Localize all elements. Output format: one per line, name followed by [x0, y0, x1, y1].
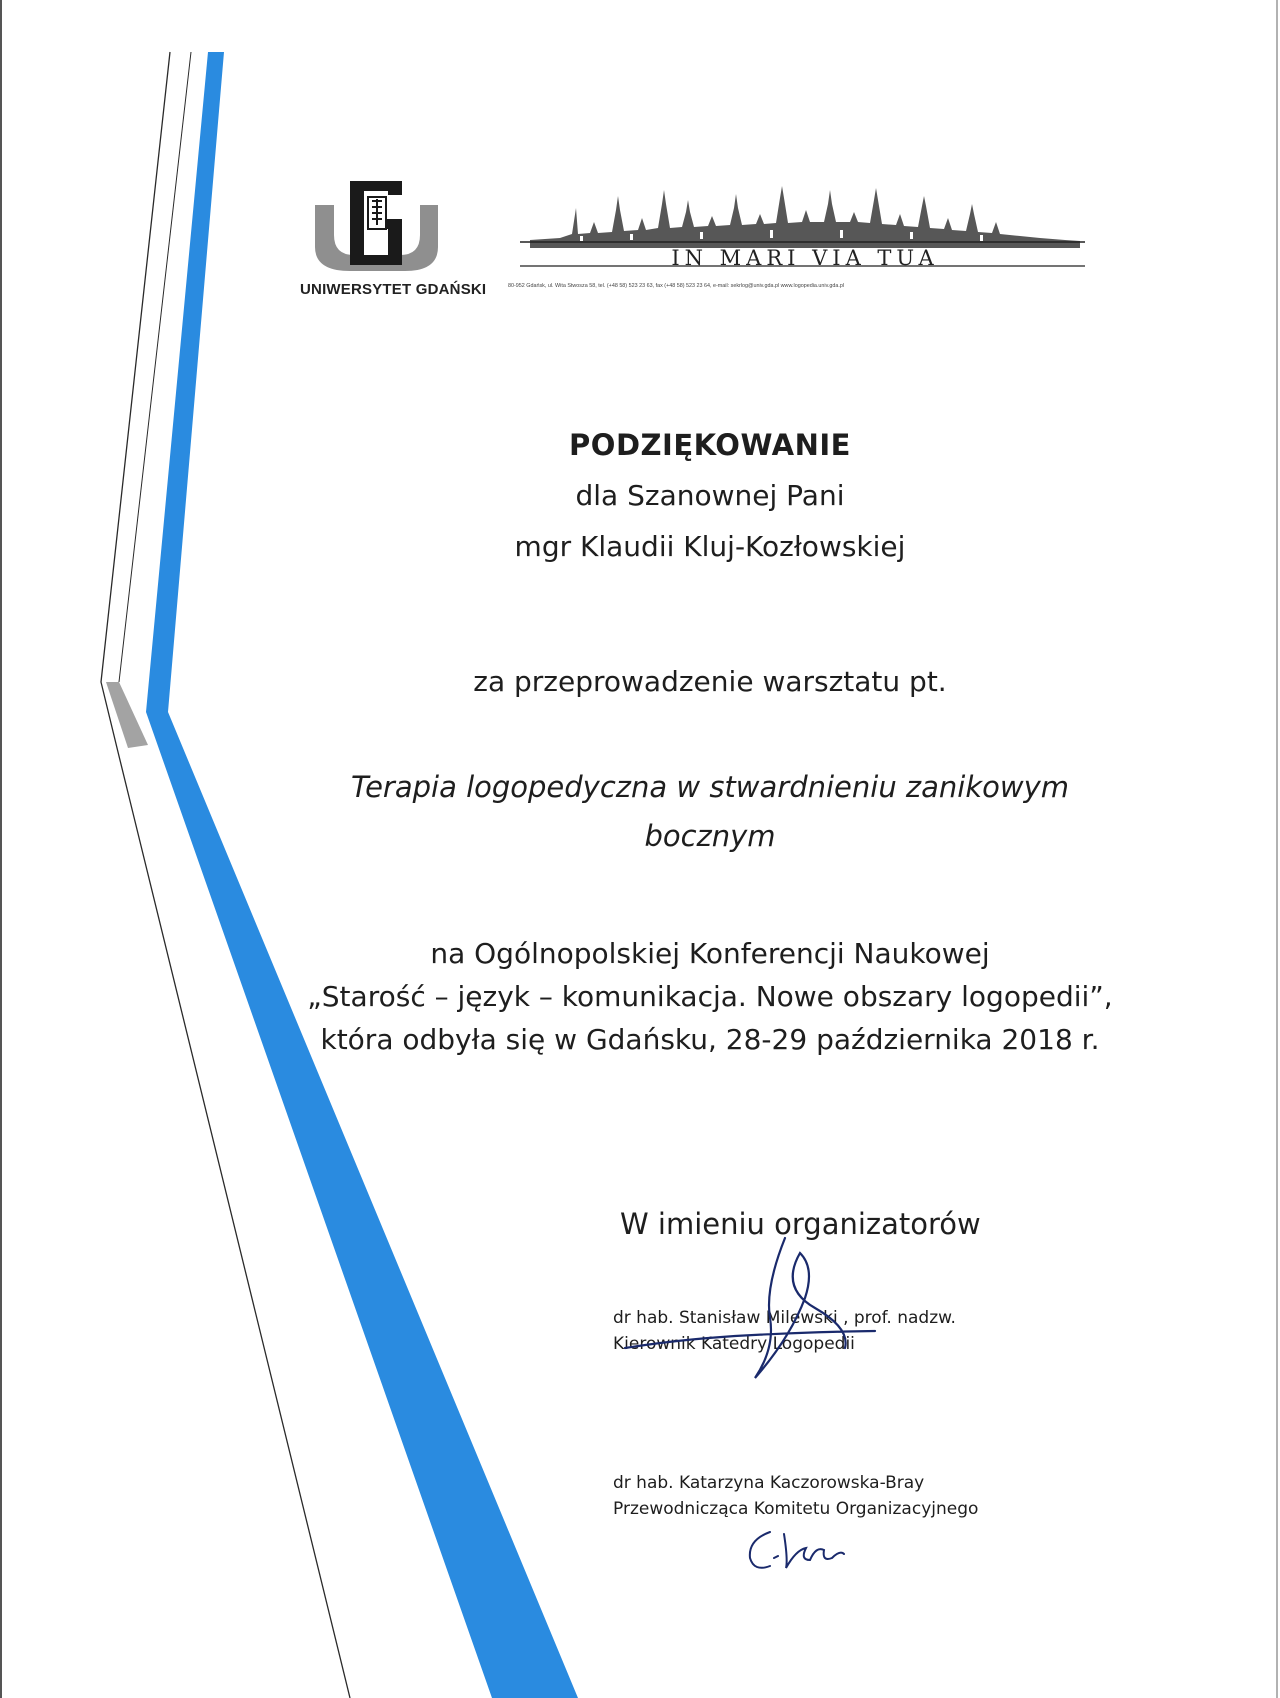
signatures-heading: W imieniu organizatorów [620, 1207, 981, 1241]
conference-line-2: „Starość – język – komunikacja. Nowe obszary logopedii”, [307, 980, 1113, 1013]
conference-line-3: która odbyła się w Gdańsku, 28-29 października 2018 r. [320, 1023, 1100, 1056]
university-motto: IN MARI VIA TUA [671, 246, 939, 270]
university-name: UNIWERSYTET GDAŃSKI [300, 281, 487, 298]
handwritten-signature-icon [615, 1228, 935, 1398]
signatory-2-name: dr hab. Katarzyna Kaczorowska-Bray [613, 1473, 925, 1493]
workshop-title-line-1: Terapia logopedyczna w stwardnieniu zanikowym [350, 770, 1070, 804]
signatory-1-name: dr hab. Stanisław Milewski , prof. nadzw. [613, 1308, 956, 1328]
gray-stripe [106, 682, 148, 748]
university-logo [300, 175, 487, 305]
recipient-name: mgr Klaudii Kluj-Kozłowskiej [514, 530, 906, 563]
signatory-1-role: Kierownik Katedry Logopedii [613, 1334, 855, 1354]
signatory-2 [613, 1470, 978, 1522]
ug-logo-icon [310, 175, 440, 275]
conference-info [260, 932, 1160, 1061]
workshop-intro: za przeprowadzenie warsztatu pt. [473, 665, 947, 698]
signatory-2-role: Przewodnicząca Komitetu Organizacyjnego [613, 1499, 979, 1519]
skyline-header [520, 178, 1090, 278]
workshop-title [260, 763, 1160, 861]
university-address: 80-952 Gdańsk, ul. Wita Stwosza 58, tel. (+48 58) 523 23 63, fax (+48 58) 523 23 64, e-mail: sekrlog@univ.gda.pl www.logopedia.univ.gda.pl [508, 283, 845, 289]
recipient-salutation: dla Szanownej Pani [575, 479, 845, 512]
certificate-title: PODZIĘKOWANIE [569, 428, 851, 462]
handwritten-signature-icon [740, 1520, 850, 1580]
conference-line-1: na Ogólnopolskiej Konferencji Naukowej [430, 937, 990, 970]
workshop-title-line-2: bocznym [644, 819, 776, 853]
